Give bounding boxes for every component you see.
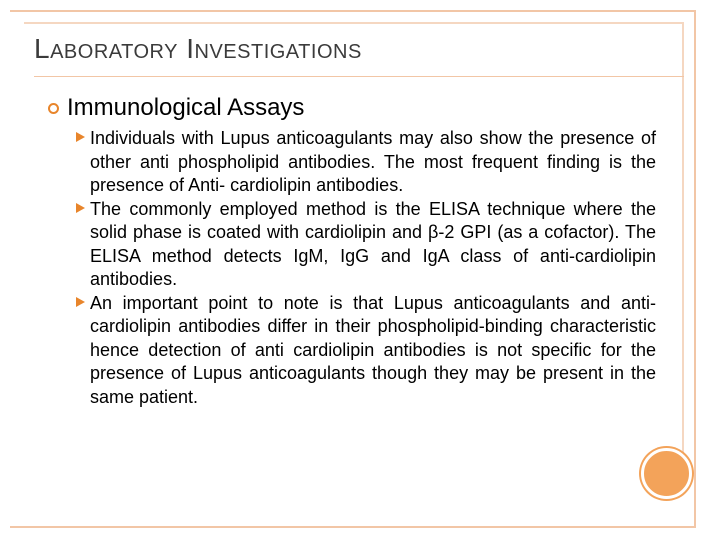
- title-rest-2: NVESTIGATIONS: [194, 41, 362, 63]
- title-initial-1: L: [34, 33, 51, 64]
- arrow-bullet-icon: [76, 297, 85, 307]
- bullet-item: [76, 198, 656, 292]
- frame-inner-top-line: [24, 22, 684, 24]
- title-underline: [34, 76, 684, 77]
- subheading-text: Immunological Assays: [67, 94, 305, 121]
- title-rest-1: ABORATORY: [50, 41, 178, 63]
- title-initial-2: I: [186, 33, 195, 64]
- ring-bullet-icon: [48, 103, 59, 114]
- frame-right-line: [694, 10, 696, 528]
- arrow-bullet-icon: [76, 203, 85, 213]
- decorative-orb: [641, 448, 692, 499]
- arrow-bullet-icon: [76, 132, 85, 142]
- slide-title: [34, 33, 362, 65]
- frame-bottom-line: [10, 526, 696, 528]
- bullet-text: Individuals with Lupus anticoagulants may also show the presence of other anti phospholipid antibodies. The most frequent finding is the presence of Anti- cardiolipin antibodies.: [90, 128, 656, 195]
- frame-top-line: [10, 10, 696, 12]
- frame-inner-right-line: [682, 22, 684, 462]
- bullet-text: An important point to note is that Lupus anticoagulants and anti-cardiolipin antibodies differ in their phospholipid-binding characteristic hence detection of anti cardiolipin antibodies is not specific for the presence of Lupus anticoagulants though they may be present in the same patient.: [90, 292, 656, 407]
- bullet-item: [76, 292, 656, 410]
- section-subheading: [48, 94, 304, 122]
- bullet-text: The commonly employed method is the ELISA technique where the solid phase is coated with cardiolipin and β-2 GPI (as a cofactor). The ELISA method detects IgM, IgG and IgA class of anti-cardiolipin antibodies.: [90, 198, 656, 289]
- bullet-item: [76, 127, 656, 198]
- bullet-list: [76, 127, 656, 409]
